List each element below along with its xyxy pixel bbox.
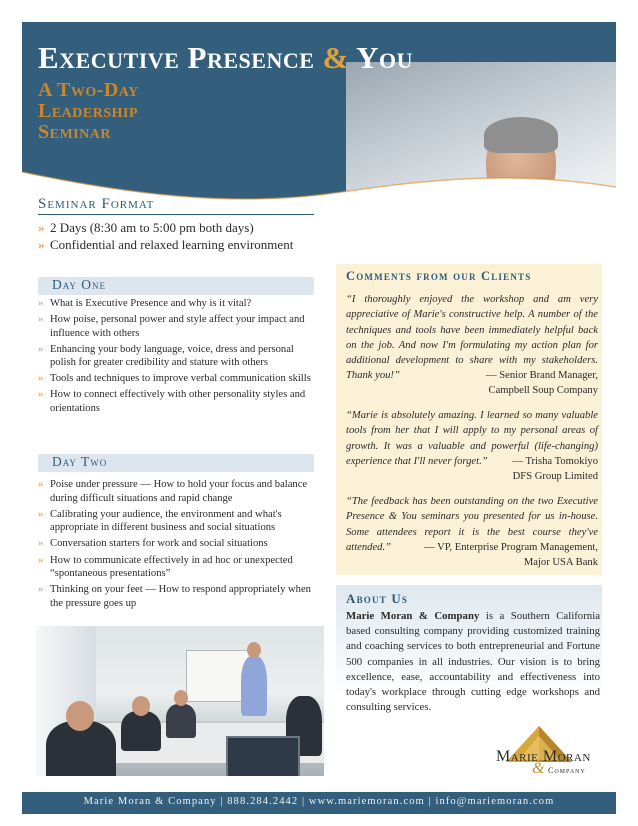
footer-contact: Marie Moran & Company | 888.284.2442 | www.mariemoran.com | info@mariemoran.com [83, 796, 555, 807]
photo-attendee-head [132, 696, 150, 716]
company-logo [468, 726, 608, 782]
day-two-heading-bar [38, 454, 314, 472]
list-item [38, 297, 318, 311]
about-text [346, 609, 600, 715]
subtitle-line: Seminar [38, 121, 111, 143]
subtitle-line: Leadership [38, 100, 139, 122]
subtitle-line: A Two-Day [38, 79, 139, 101]
photo-laptop [226, 736, 300, 776]
list-item-text: Conversation starters for work and social situations [50, 538, 268, 550]
chevron-right-icon: » [38, 314, 44, 326]
about-heading: About Us [346, 591, 409, 606]
list-item-text: Thinking on your feet — How to respond appropriately when the pressure goes up [50, 584, 311, 609]
photo-attendee [121, 711, 161, 751]
list-item-text: How to communicate effectively in ad hoc or unexpected “spontaneous presentations” [50, 554, 293, 580]
footer-bar [22, 792, 616, 814]
seminar-format-list [38, 219, 328, 253]
testimonial-attribution: — VP, Enterprise Program Management, [424, 542, 598, 553]
list-item-text: How poise, personal power and style affect your impact and influence with others [50, 314, 305, 339]
list-item [38, 508, 318, 535]
list-item-text: Enhancing your body language, voice, dress and personal polish for greater credibility and stature with others [50, 343, 294, 369]
company-name: Marie Moran & Company [346, 610, 480, 622]
list-item [38, 554, 318, 581]
day-one-heading: Day One [52, 277, 107, 292]
list-item-text: Tools and techniques to improve verbal communication skills [50, 373, 311, 385]
page-title [38, 40, 413, 76]
testimonial-attribution: Campbell Soup Company [488, 385, 598, 396]
testimonial-quote: “The feedback has been outstanding on the two Executive Presence & You seminars you presented for us in-house. Some attendees report it is the best course they've attended.” [346, 496, 598, 553]
testimonial-attribution: DFS Group Limited [512, 471, 598, 482]
seminar-format-heading: Seminar Format [38, 196, 155, 212]
chevron-right-icon: » [38, 373, 44, 385]
day-two-list [38, 478, 318, 613]
list-item-text: Calibrating your audience, the environment and what's appropriate in different business and social situations [50, 508, 282, 534]
testimonial-attribution: — Trisha Tomokiyo [512, 456, 598, 467]
chevron-right-icon: » [38, 584, 44, 596]
chevron-right-icon: » [38, 538, 44, 550]
chevron-right-icon: » [38, 343, 44, 355]
list-item-text: Poise under pressure — How to hold your focus and balance during difficult situations and rapid change [50, 479, 308, 504]
title-main: Executive Presence [38, 40, 323, 75]
chevron-right-icon: » [38, 237, 45, 252]
section-divider [38, 214, 314, 215]
chevron-right-icon: » [38, 220, 45, 235]
photo-attendee-head [66, 701, 94, 731]
chevron-right-icon: » [38, 508, 44, 520]
photo-presenter [241, 656, 267, 716]
list-item [38, 583, 318, 610]
list-item-text: Confidential and relaxed learning environment [50, 237, 294, 252]
list-item [38, 343, 318, 370]
list-item-text: What is Executive Presence and why is it vital? [50, 298, 252, 309]
logo-company: Company [548, 766, 586, 775]
day-one-list [38, 297, 318, 418]
title-ampersand: & [322, 40, 349, 75]
client-comments-box [336, 264, 602, 575]
list-item [38, 478, 318, 505]
list-item [38, 313, 318, 340]
testimonial-quote: “Marie is absolutely amazing. I learned so many valuable tools from her that I will apply to my personal areas of growth. It was a valuable and powerful (life-changing) experience that I'll never forget.” [346, 410, 598, 467]
list-item-text: How to connect effectively with other personality styles and orientations [50, 389, 306, 414]
brochure-page [22, 22, 616, 814]
list-item [38, 219, 328, 236]
page-subtitle [38, 80, 238, 143]
logo-name: Marie Moran [496, 748, 591, 765]
list-item [38, 372, 318, 386]
meeting-photo [36, 626, 324, 776]
chevron-right-icon: » [38, 389, 44, 401]
photo-attendee [166, 704, 196, 738]
list-item [38, 537, 318, 551]
list-item-text: 2 Days (8:30 am to 5:00 pm both days) [50, 220, 254, 235]
testimonial-attribution: Major USA Bank [523, 557, 598, 568]
day-two-heading: Day Two [52, 454, 108, 469]
day-one-heading-bar [38, 277, 314, 295]
chevron-right-icon: » [38, 554, 44, 566]
testimonial-attribution: — Senior Brand Manager, [486, 370, 598, 381]
photo-attendee-head [174, 690, 188, 706]
list-item [38, 388, 318, 415]
photo-presenter-head [247, 642, 261, 658]
list-item [38, 236, 328, 253]
about-body: is a Southern California based consulting company providing customized training and coaching services to both entrepreneurial and Fortune 500 companies in all industries. Our vision is to bring excellence, ease, accountability and effectiveness into today's workplace through cutting edge workshops and consulting services. [346, 610, 600, 714]
chevron-right-icon: » [38, 479, 44, 490]
testimonial-quote: “I thoroughly enjoyed the workshop and am very appreciative of Marie's constructive help. A number of the techniques and tools have been immediately helpful back on the job. And now I'm formulating my action plan for additional development to share with my stakeholders. Thank you!” [346, 294, 598, 382]
chevron-right-icon: » [38, 298, 44, 309]
comments-heading: Comments from our Clients [346, 269, 532, 283]
logo-ampersand: & [532, 760, 545, 777]
title-end: You [349, 40, 413, 75]
